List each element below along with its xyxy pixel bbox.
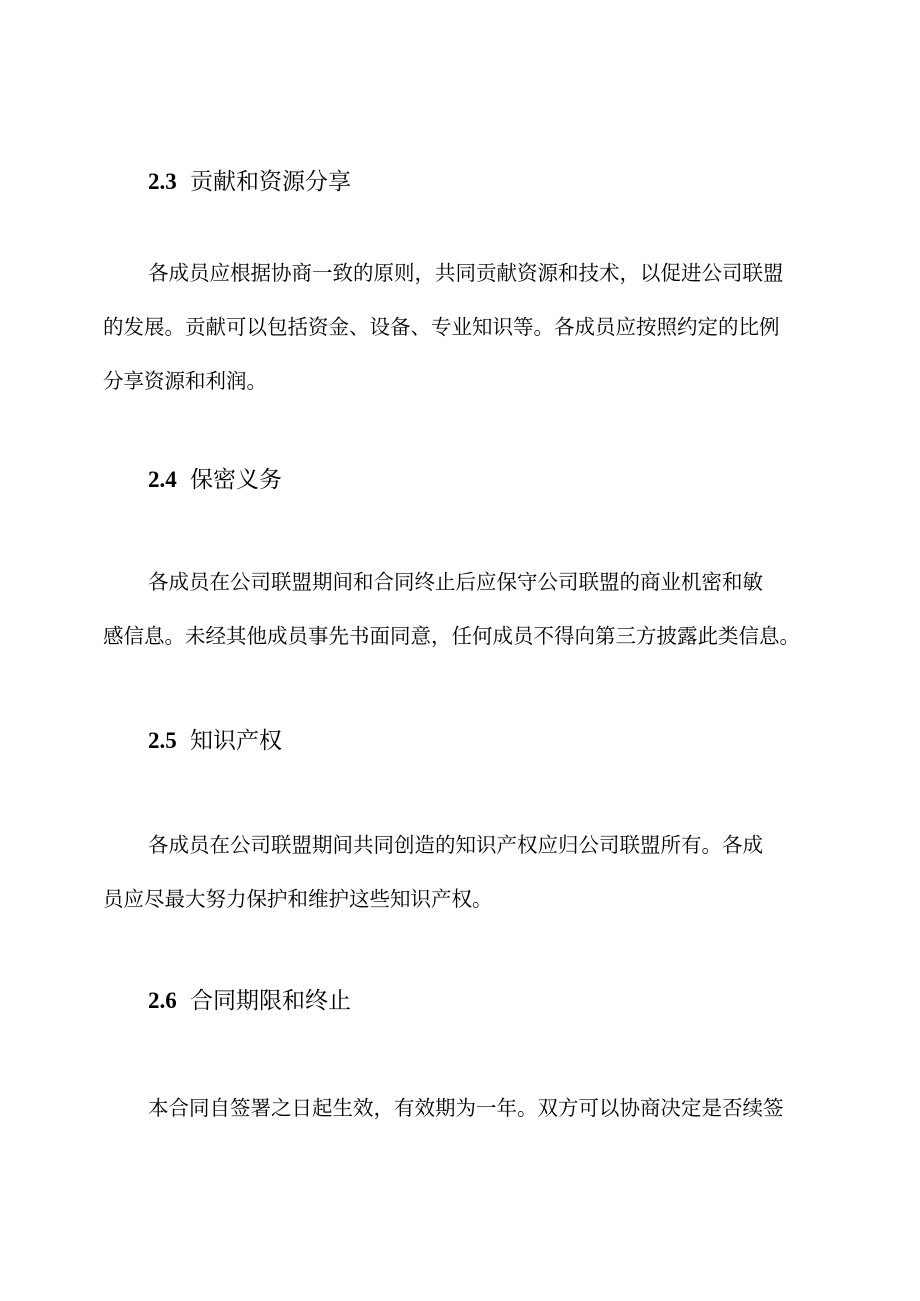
section-paragraph-2-4 (103, 555, 823, 663)
section-number: 2.6 (148, 988, 177, 1013)
section-heading-2-5 (148, 726, 282, 756)
section-heading-2-3 (148, 167, 351, 197)
paragraph-line: 分享资源和利润。 (103, 369, 267, 393)
paragraph-line: 的发展。贡献可以包括资金、设备、专业知识等。各成员应按照约定的比例 (103, 315, 780, 339)
paragraph-line: 各成员在公司联盟期间和合同终止后应保守公司联盟的商业机密和敏 (148, 570, 763, 594)
paragraph-line: 员应尽最大努力保护和维护这些知识产权。 (103, 887, 493, 911)
section-number: 2.3 (148, 169, 177, 194)
section-number: 2.4 (148, 467, 177, 492)
paragraph-line: 各成员在公司联盟期间共同创造的知识产权应归公司联盟所有。各成 (148, 833, 763, 857)
section-paragraph-2-6 (103, 1081, 823, 1135)
section-heading-2-6 (148, 986, 351, 1016)
section-title: 合同期限和终止 (190, 988, 351, 1014)
section-title: 保密义务 (190, 467, 282, 493)
section-title: 贡献和资源分享 (190, 169, 351, 195)
section-heading-2-4 (148, 465, 282, 495)
section-title: 知识产权 (190, 728, 282, 754)
paragraph-line: 各成员应根据协商一致的原则，共同贡献资源和技术，以促进公司联盟 (148, 261, 784, 285)
paragraph-line: 感信息。未经其他成员事先书面同意，任何成员不得向第三方披露此类信息。 (103, 624, 800, 648)
paragraph-line: 本合同自签署之日起生效，有效期为一年。双方可以协商决定是否续签 (148, 1096, 784, 1120)
section-paragraph-2-5 (103, 818, 823, 926)
section-paragraph-2-3 (103, 246, 823, 408)
section-number: 2.5 (148, 728, 177, 753)
